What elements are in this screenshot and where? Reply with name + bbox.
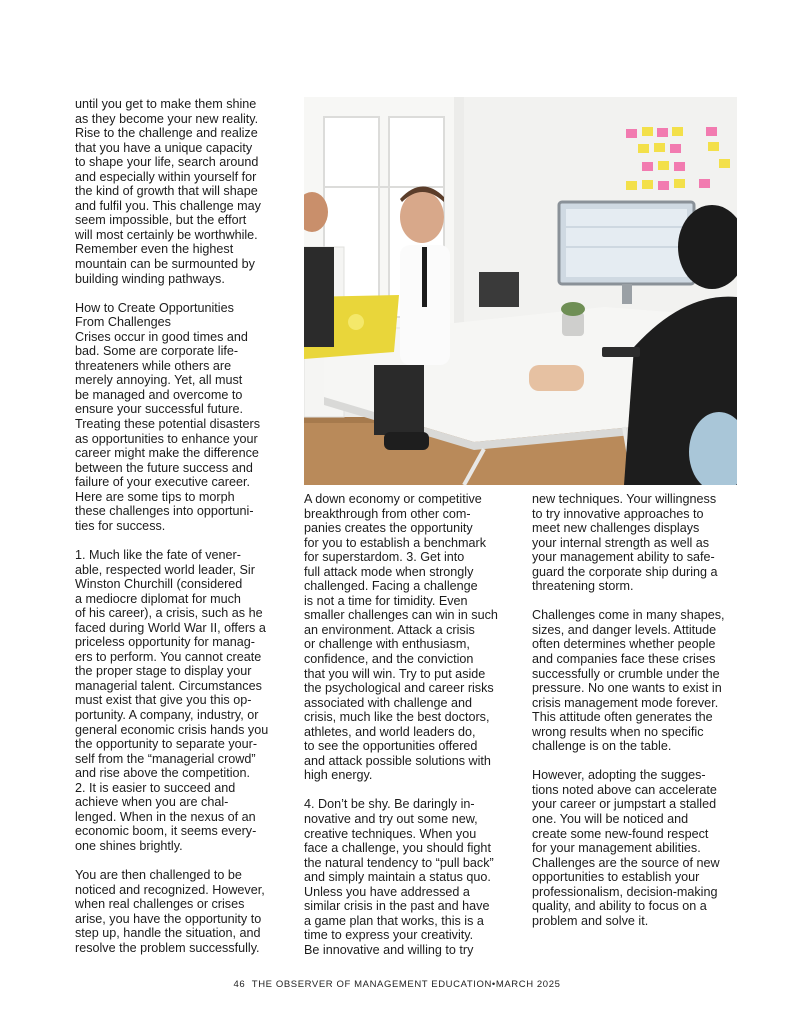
text-line: successfully or crumble under the [532, 666, 720, 681]
paragraph-gap [532, 754, 742, 769]
text-line: create some new-found respect [532, 826, 709, 841]
text-line: challenge is on the table. [532, 739, 672, 754]
text-line: noticed and recognized. However, [75, 882, 265, 897]
text-line: wrong results when no specific [532, 724, 704, 739]
text-line: able, respected world leader, Sir [75, 562, 255, 577]
text-line: faced during World War II, offers a [75, 620, 266, 635]
text-line: You are then challenged to be [75, 867, 242, 882]
meeting-photo [304, 97, 737, 485]
paragraph-gap [304, 783, 519, 798]
text-line: threateners while others are [75, 358, 232, 373]
article-column-3 [532, 492, 742, 928]
text-line: will most certainly be worthwhile. [75, 227, 258, 242]
text-line: ties for success. [75, 518, 166, 533]
text-line: Here are some tips to morph [75, 489, 235, 504]
text-line: building winding pathways. [75, 271, 225, 286]
text-line: arise, you have the opportunity to [75, 911, 262, 926]
text-line: Challenges come in many shapes, [532, 608, 725, 623]
text-line: breakthrough from other com- [304, 506, 471, 521]
text-line: and attack possible solutions with [304, 753, 491, 768]
text-line: portunity. A company, industry, or [75, 707, 259, 722]
article-column-1 [75, 97, 285, 955]
text-line: the psychological and career risks [304, 681, 494, 696]
text-line: 2. It is easier to succeed and [75, 780, 236, 795]
text-line: the kind of growth that will shape [75, 184, 258, 199]
text-line: priceless opportunity for manag- [75, 635, 255, 650]
text-line: Challenges are the source of new [532, 855, 720, 870]
text-line: is not a time for timidity. Even [304, 593, 468, 608]
text-line: Crises occur in good times and [75, 329, 248, 344]
text-line: meet new challenges displays [532, 521, 700, 536]
text-line: lenged. When in the nexus of an [75, 809, 256, 824]
text-line: similar crisis in the past and have [304, 899, 490, 914]
text-line: your career or jumpstart a stalled [532, 797, 717, 812]
article-column-2 [304, 492, 519, 958]
text-line: seem impossible, but the effort [75, 213, 247, 228]
text-line: and especially within yourself for [75, 169, 257, 184]
text-line: guard the corporate ship during a [532, 564, 718, 579]
text-line: problem and solve it. [532, 913, 649, 928]
text-line: smaller challenges can win in such [304, 608, 498, 623]
text-line: the proper stage to display your [75, 664, 252, 679]
text-line: However, adopting the sugges- [532, 768, 706, 783]
text-line: Winston Churchill (considered [75, 577, 243, 592]
text-line: merely annoying. Yet, all must [75, 373, 243, 388]
text-line: for your management abilities. [532, 841, 701, 856]
text-line: your internal strength as well as [532, 535, 710, 550]
text-line: an environment. Attack a crisis [304, 622, 475, 637]
text-line: that you will win. Try to put aside [304, 666, 486, 681]
text-line: crisis management mode forever. [532, 695, 719, 710]
text-line: Unless you have addressed a [304, 884, 470, 899]
text-line: Be innovative and willing to try [304, 942, 474, 957]
text-line: to try innovative approaches to [532, 506, 704, 521]
text-line: new techniques. Your willingness [532, 492, 717, 506]
text-line: that you have a unique capacity [75, 140, 253, 155]
text-line: bad. Some are corporate life- [75, 344, 239, 359]
text-line: challenged. Facing a challenge [304, 579, 478, 594]
text-line: professionalism, decision-making [532, 884, 718, 899]
text-line: mountain can be surmounted by [75, 257, 255, 272]
text-line: between the future success and [75, 460, 253, 475]
text-line: step up, handle the situation, and [75, 926, 261, 941]
text-line: a game plan that works, this is a [304, 913, 484, 928]
paragraph-gap [75, 853, 285, 868]
paragraph-gap [75, 533, 285, 548]
text-line: self from the “managerial crowd” [75, 751, 256, 766]
text-line: one. You will be noticed and [532, 812, 689, 827]
paragraph-gap [532, 594, 742, 609]
text-line: when real challenges or crises [75, 897, 245, 912]
text-line: opportunities to establish your [532, 870, 700, 885]
text-line: panies creates the opportunity [304, 521, 473, 536]
text-line: to see the opportunities offered [304, 739, 478, 754]
page-footer [0, 979, 794, 990]
text-line: and simply maintain a status quo. [304, 870, 491, 885]
text-line: for superstardom. 3. Get into [304, 550, 465, 565]
text-line: and companies face these crises [532, 652, 716, 667]
paragraph-gap [75, 286, 285, 301]
text-line: ensure your successful future. [75, 402, 243, 417]
text-line: confidence, and the conviction [304, 652, 474, 667]
text-line: Remember even the highest [75, 242, 234, 257]
text-line: often determines whether people [532, 637, 716, 652]
text-line: ers to perform. You cannot create [75, 649, 262, 664]
text-line: 1. Much like the fate of vener- [75, 547, 241, 562]
text-line: athletes, and world leaders do, [304, 724, 476, 739]
text-line: From Challenges [75, 315, 171, 330]
text-line: your management ability to safe- [532, 550, 715, 565]
text-line: full attack mode when strongly [304, 564, 474, 579]
text-line: the opportunity to separate your- [75, 737, 258, 752]
text-line: novative and try out some new, [304, 812, 478, 827]
text-line: creative techniques. When you [304, 826, 477, 841]
text-line: time to express your creativity. [304, 928, 474, 943]
text-line: these challenges into opportuni- [75, 504, 254, 519]
text-line: threatening storm. [532, 579, 634, 594]
text-line: Treating these potential disasters [75, 417, 261, 432]
text-line: for you to establish a benchmark [304, 535, 487, 550]
text-line: to shape your life, search around [75, 155, 259, 170]
text-line: face a challenge, you should fight [304, 841, 491, 856]
text-line: a mediocre diplomat for much [75, 591, 241, 606]
text-line: achieve when you are chal- [75, 795, 229, 810]
text-line: quality, and ability to focus on a [532, 899, 707, 914]
text-line: A down economy or competitive [304, 492, 482, 506]
text-line: economic boom, it seems every- [75, 824, 257, 839]
text-line: high energy. [304, 768, 373, 783]
text-line: How to Create Opportunities [75, 300, 234, 315]
text-line: crisis, much like the best doctors, [304, 710, 490, 725]
text-line: the natural tendency to “pull back” [304, 855, 494, 870]
text-line: as they become your new reality. [75, 111, 259, 126]
text-line: managerial talent. Circumstances [75, 678, 262, 693]
publication-name: THE OBSERVER OF MANAGEMENT EDUCATION•MARCH 2025 [251, 979, 561, 990]
text-line: resolve the problem successfully. [75, 940, 260, 955]
text-line: of his career), a crisis, such as he [75, 606, 263, 621]
page-number: 46 [233, 979, 246, 990]
text-line: This attitude often generates the [532, 710, 713, 725]
text-line: general economic crisis hands you [75, 722, 269, 737]
text-line: Rise to the challenge and realize [75, 126, 258, 141]
text-line: and fulfil you. This challenge may [75, 198, 261, 213]
text-line: until you get to make them shine [75, 97, 257, 111]
text-line: be managed and overcome to [75, 387, 243, 402]
text-line: sizes, and danger levels. Attitude [532, 622, 717, 637]
text-line: one shines brightly. [75, 838, 183, 853]
text-line: 4. Don’t be shy. Be daringly in- [304, 797, 475, 812]
text-line: tions noted above can accelerate [532, 782, 717, 797]
text-line: failure of your executive career. [75, 475, 251, 490]
text-line: associated with challenge and [304, 695, 473, 710]
text-line: or challenge with enthusiasm, [304, 637, 470, 652]
text-line: pressure. No one wants to exist in [532, 681, 722, 696]
text-line: and rise above the competition. [75, 766, 251, 781]
text-line: must exist that give you this op- [75, 693, 252, 708]
text-line: as opportunities to enhance your [75, 431, 258, 446]
text-line: career might make the difference [75, 446, 259, 461]
